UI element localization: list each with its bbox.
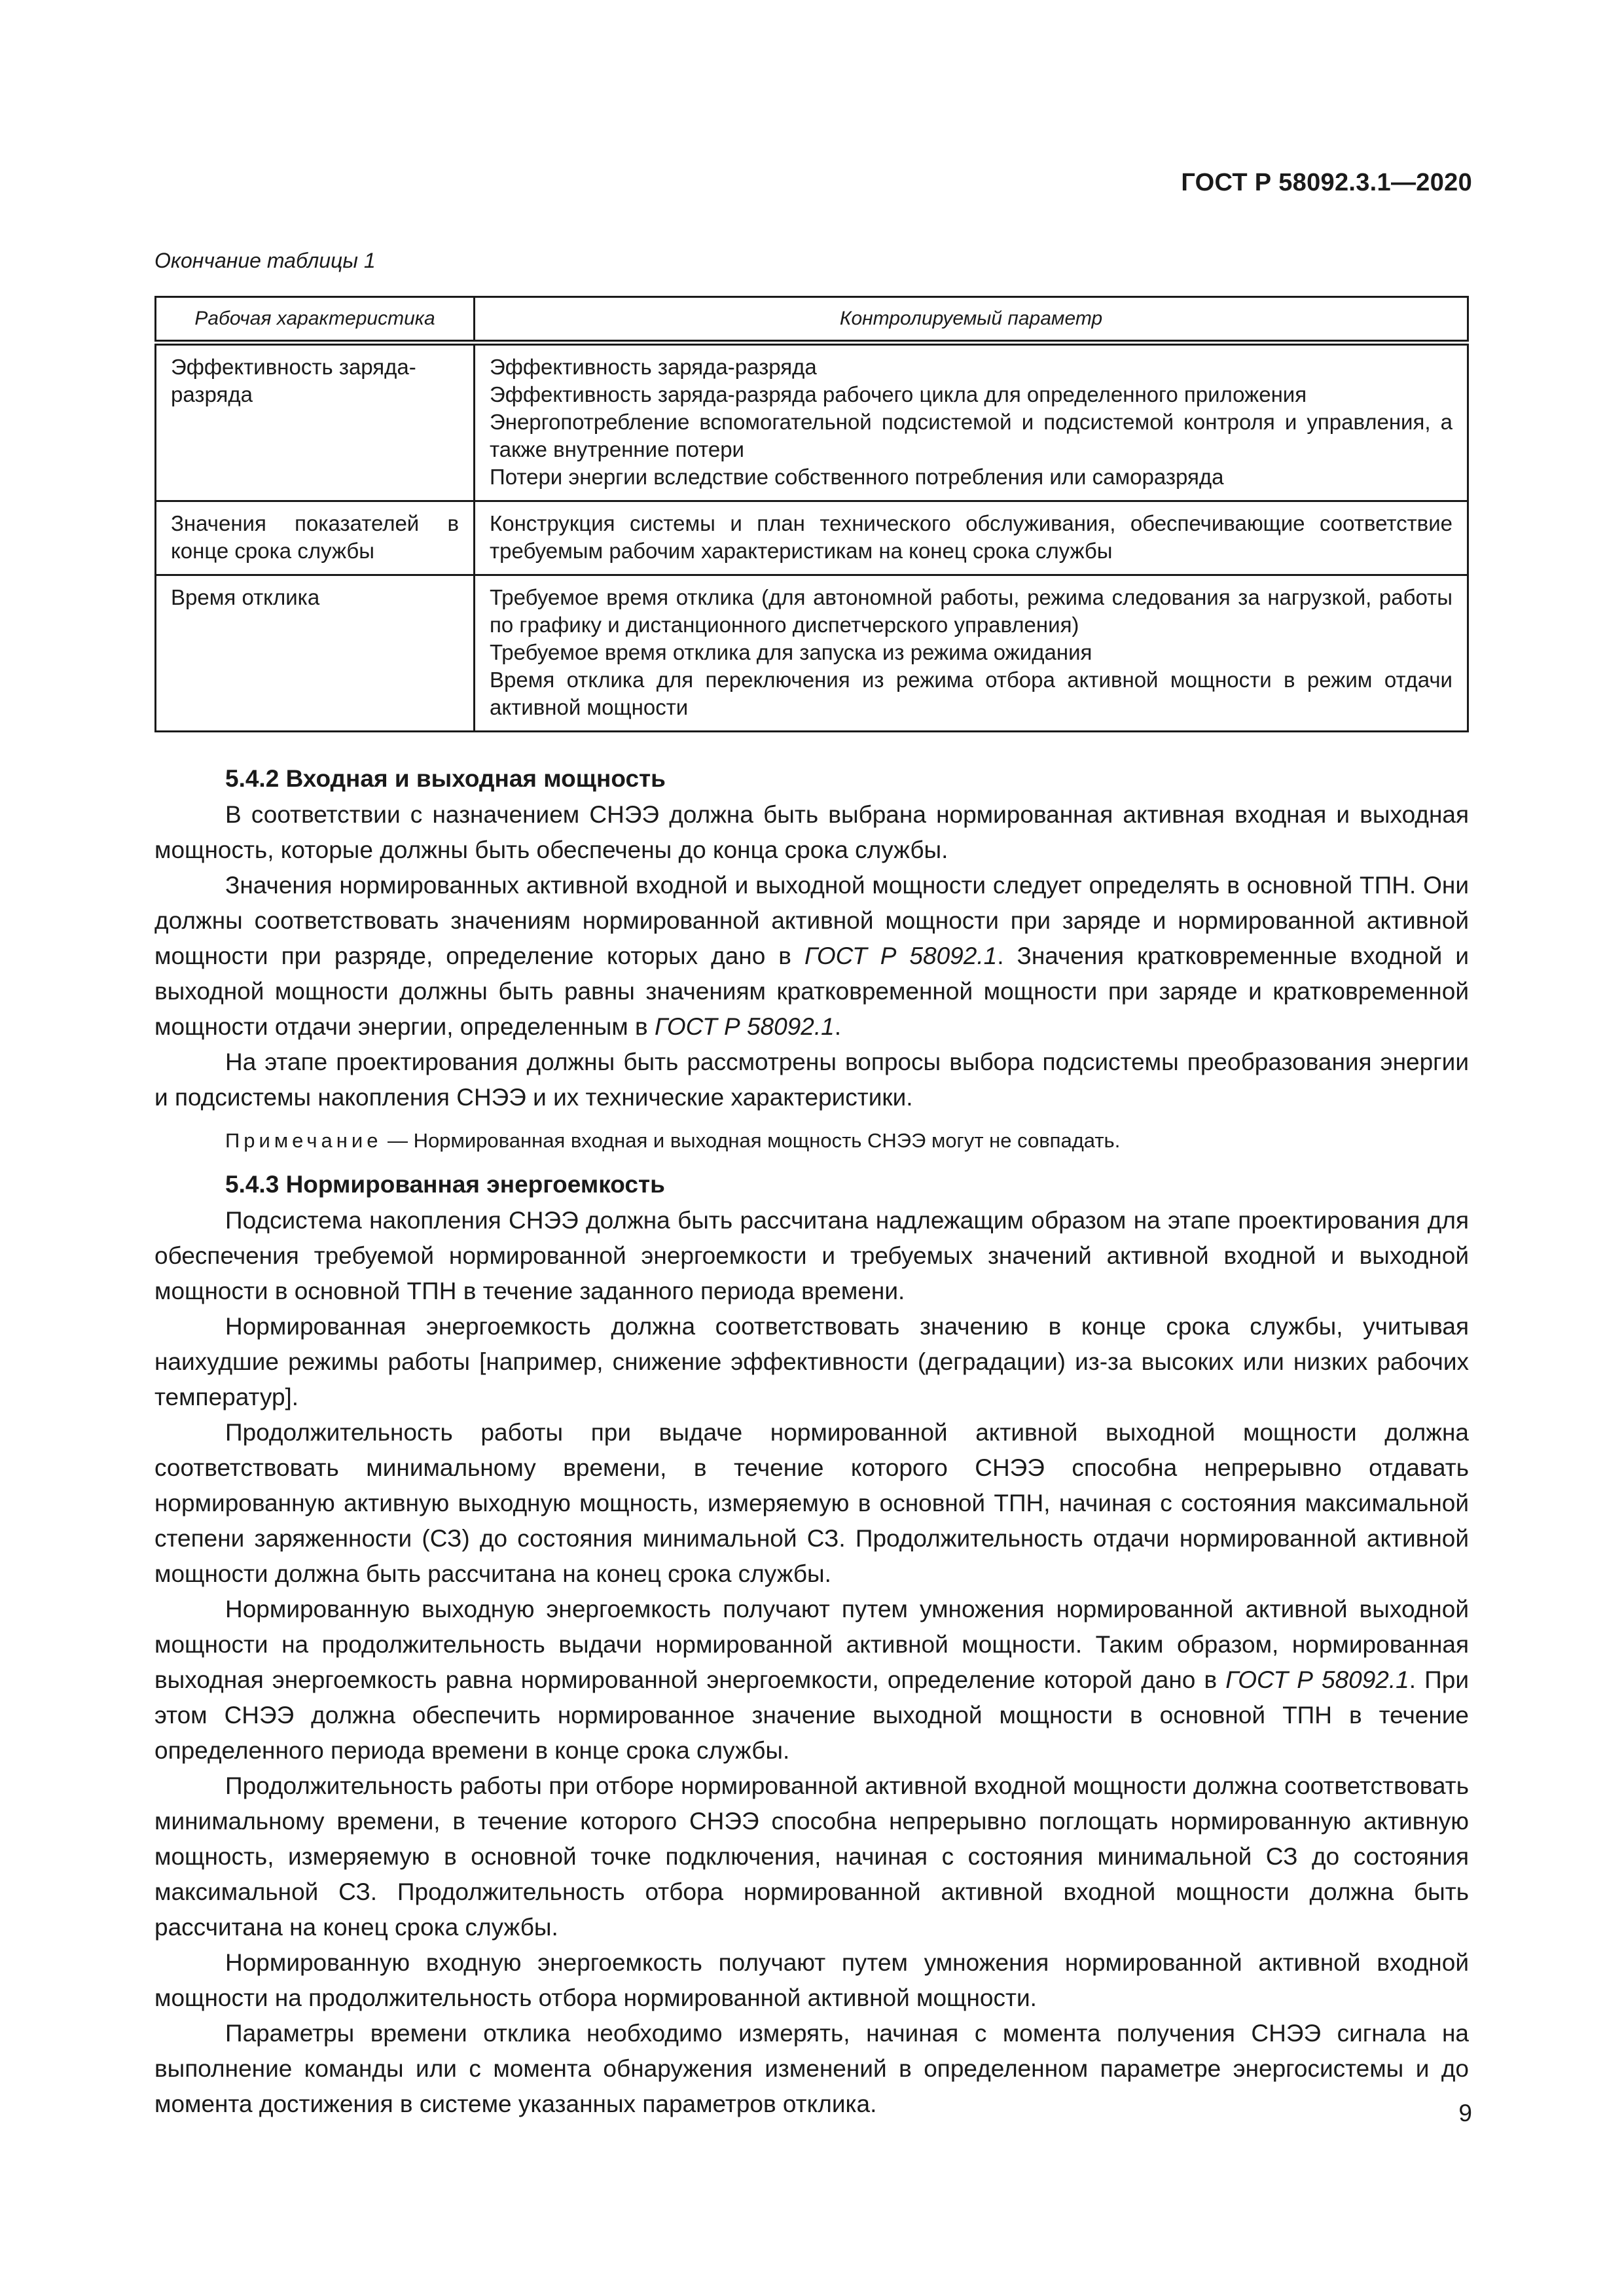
column-header-parameter: Контролируемый параметр (475, 297, 1468, 343)
table-cell-characteristic (156, 501, 475, 575)
document-code-header: ГОСТ Р 58092.3.1—2020 (1181, 169, 1472, 196)
table-cell-parameters (475, 343, 1468, 501)
paragraph: Продолжительность работы при отборе нормированной активной входной мощности должна соответствовать минимальному времени, в течение которого СНЭЭ способна непрерывно поглощать нормированную активную мощность, измеряемую в основной точке подключения, начиная с состояния минимальной СЗ до состояния максимальной СЗ. Продолжительность отбора нормированной активной входной мощности должна быть рассчитана на конец срока службы. (154, 1772, 1469, 1941)
characteristic-text: Значения показателей в конце срока службы (171, 511, 459, 563)
note-label: Примечание (225, 1129, 382, 1152)
parameter-item: Требуемое время отклика (для автономной работы, режима следования за нагрузкой, работы по графику и дистанционного диспетчерского управления) (490, 585, 1453, 637)
paragraph: Нормированная энергоемкость должна соответствовать значению в конце срока службы, учитывая наихудшие режимы работы [например, снижение эффективности (деградации) из-за высоких или низких рабочих температур]. (154, 1313, 1469, 1410)
table-row (156, 575, 1468, 732)
paragraph: Нормированную входную энергоемкость получают путем умножения нормированной активной входной мощности на продолжительность отбора нормированной активной мощности. (154, 1949, 1469, 2011)
standard-reference: ГОСТ Р 58092.1 (804, 942, 998, 969)
table-cell-characteristic (156, 343, 475, 501)
characteristic-text: Время отклика (171, 585, 320, 609)
standard-reference: ГОСТ Р 58092.1 (654, 1013, 835, 1040)
paragraph-text: Нормированную выходную энергоемкость получают путем умножения нормированной активной выходной мощности на продолжительность выдачи нормированной активной мощности. Таким образом, нормированная выходная энергоемкость равна нормированной энергоемкости, определение которой дано в (154, 1596, 1469, 1693)
paragraph-text: . При этом СНЭЭ должна обеспечить нормированное значение выходной мощности в основной ТПН в течение определенного периода времени в конце срока службы. (154, 1666, 1469, 1764)
parameter-item: Эффективность заряда-разряда рабочего цикла для определенного приложения (490, 382, 1307, 406)
table-header-row (156, 297, 1468, 343)
paragraph-text: Значения нормированных активной входной и выходной мощности следует определять в основной ТПН. Они должны соответствовать значениям нормированной активной мощности при заряде и нормированной активной мощности при разряде, определение которых дано в (154, 872, 1469, 969)
paragraph: Подсистема накопления СНЭЭ должна быть рассчитана надлежащим образом на этапе проектирования для обеспечения требуемой нормированной энергоемкости и требуемых значений активной входной и выходной мощности в основной ТПН в течение заданного периода времени. (154, 1207, 1469, 1304)
characteristic-text: Эффективность заряда-разряда (171, 355, 416, 406)
paragraph-text: . (834, 1013, 842, 1040)
column-header-characteristic: Рабочая характеристика (156, 297, 475, 343)
table-cell-parameters (475, 501, 1468, 575)
table-cell-characteristic (156, 575, 475, 732)
note (154, 1123, 1469, 1158)
section-heading-5-4-3: 5.4.3 Нормированная энергоемкость (225, 1171, 665, 1198)
note-text: — Нормированная входная и выходная мощность СНЭЭ могут не совпадать. (382, 1129, 1121, 1152)
paragraph: В соответствии с назначением СНЭЭ должна быть выбрана нормированная активная входная и выходная мощность, которые должны быть обеспечены до конца срока службы. (154, 801, 1469, 863)
table-cell-parameters (475, 575, 1468, 732)
section-heading-5-4-2: 5.4.2 Входная и выходная мощность (225, 765, 666, 792)
characteristics-table (154, 296, 1469, 732)
paragraph (154, 868, 1469, 1045)
table-row (156, 343, 1468, 501)
paragraph: Продолжительность работы при выдаче нормированной активной выходной мощности должна соответствовать минимальному времени, в течение которого СНЭЭ способна непрерывно отдавать нормированную активную выходную мощность, измеряемую в основной ТПН, начиная с состояния максимальной степени заряженности (СЗ) до состояния минимальной СЗ. Продолжительность отдачи нормированной активной мощности должна быть рассчитана на конец срока службы. (154, 1419, 1469, 1587)
parameter-item: Конструкция системы и план технического обслуживания, обеспечивающие соответствие требуемым рабочим характеристикам на конец срока службы (490, 511, 1453, 563)
standard-reference: ГОСТ Р 58092.1 (1225, 1666, 1409, 1693)
paragraph (154, 1592, 1469, 1768)
body-text (154, 761, 1469, 2122)
paragraph-text: . Значения кратковременные входной и выходной мощности должны быть равны значениям кратковременной мощности при заряде и кратковременной мощности отдачи энергии, определенным в (154, 942, 1469, 1040)
page-number: 9 (1458, 2100, 1472, 2126)
table-caption: Окончание таблицы 1 (154, 249, 376, 272)
parameter-item: Эффективность заряда-разряда (490, 355, 817, 379)
parameter-item: Требуемое время отклика для запуска из режима ожидания (490, 640, 1092, 664)
paragraph: На этапе проектирования должны быть рассмотрены вопросы выбора подсистемы преобразования энергии и подсистемы накопления СНЭЭ и их технические характеристики. (154, 1049, 1469, 1111)
parameter-item: Время отклика для переключения из режима отбора активной мощности в режим отдачи активной мощности (490, 668, 1453, 719)
paragraph: Параметры времени отклика необходимо измерять, начиная с момента получения СНЭЭ сигнала на выполнение команды или с момента обнаружения изменений в определенном параметре энергосистемы и до момента достижения в системе указанных параметров отклика. (154, 2020, 1469, 2117)
table-row (156, 501, 1468, 575)
parameter-item: Потери энергии вследствие собственного потребления или саморазряда (490, 465, 1224, 489)
parameter-item: Энергопотребление вспомогательной подсистемой и подсистемой контроля и управления, а также внутренние потери (490, 410, 1453, 461)
